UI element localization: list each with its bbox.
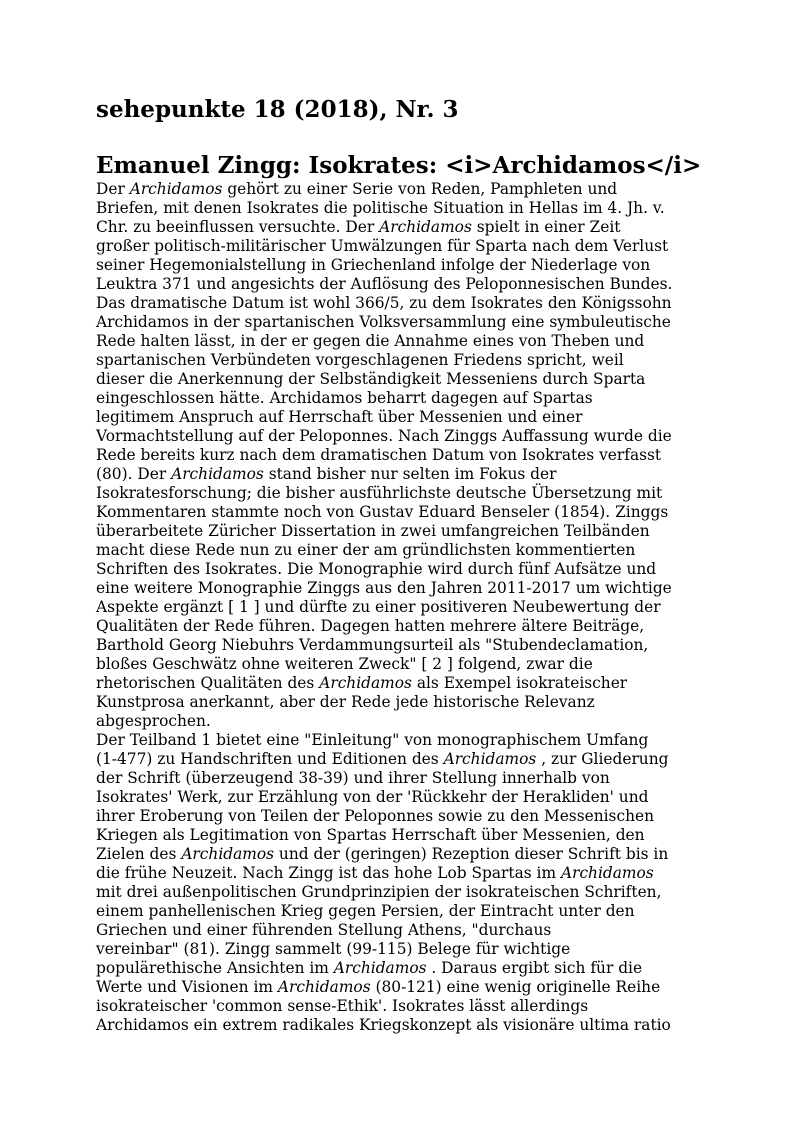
text-line: Zielen des Archidamos und der (geringen) Rezeption dieser Schrift bis in — [96, 845, 669, 863]
text-line: seiner Hegemonialstellung in Griechenland infolge der Niederlage von — [96, 256, 651, 274]
text-line: rhetorischen Qualitäten des Archidamos als Exempel isokrateischer — [96, 674, 628, 692]
text-line: großer politisch-militärischer Umwälzungen für Sparta nach dem Verlust — [96, 237, 669, 255]
text-line: Kunstprosa anerkannt, aber der Rede jede historische Relevanz — [96, 693, 595, 711]
text-line: überarbeitete Züricher Dissertation in zwei umfangreichen Teilbänden — [96, 522, 650, 540]
text-line: Rede bereits kurz nach dem dramatischen Datum von Isokrates verfasst — [96, 446, 662, 464]
text-line: spartanischen Verbündeten vorgeschlagenen Friedens spricht, weil — [96, 351, 624, 369]
text-line: Vormachtstellung auf der Peloponnes. Nach Zinggs Auffassung wurde die — [96, 427, 672, 445]
text-line: legitimem Anspruch auf Herrschaft über Messenien und einer — [96, 408, 583, 426]
text-line: Leuktra 371 und angesichts der Auflösung des Peloponnesischen Bundes. — [96, 275, 673, 293]
text-line: Rede halten lässt, in der er gegen die Annahme eines von Theben und — [96, 332, 645, 350]
review-page — [96, 96, 708, 1035]
text-line: Barthold Georg Niebuhrs Verdammungsurteil als "Stubendeclamation, — [96, 636, 649, 654]
text-line: populärethische Ansichten im Archidamos . Daraus ergibt sich für die — [96, 959, 643, 977]
text-line: vereinbar" (81). Zingg sammelt (99-115) Belege für wichtige — [96, 940, 571, 958]
review-title: Emanuel Zingg: Isokrates: <i>Archidamos</i> — [96, 152, 702, 179]
text-line: mit drei außenpolitischen Grundprinzipien der isokrateischen Schriften, — [96, 883, 662, 901]
text-line: Schriften des Isokrates. Die Monographie wird durch fünf Aufsätze und — [96, 560, 657, 578]
text-line: Briefen, mit denen Isokrates die politische Situation in Hellas im 4. Jh. v. — [96, 199, 665, 217]
text-line: einem panhellenischen Krieg gegen Persien, der Eintracht unter den — [96, 902, 635, 920]
text-line: Der Archidamos gehört zu einer Serie von Reden, Pamphleten und — [96, 180, 618, 198]
text-line: Werte und Visionen im Archidamos (80-121) eine wenig originelle Reihe — [96, 978, 661, 996]
text-line: Aspekte ergänzt [ 1 ] und dürfte zu einer positiveren Neubewertung der — [96, 598, 661, 616]
text-line: Archidamos ein extrem radikales Kriegskonzept als visionäre ultima ratio — [96, 1016, 671, 1034]
text-line: die frühe Neuzeit. Nach Zingg ist das hohe Lob Spartas im Archidamos — [96, 864, 654, 882]
text-line: Chr. zu beeinflussen versuchte. Der Archidamos spielt in einer Zeit — [96, 218, 621, 236]
text-line: Der Teilband 1 bietet eine "Einleitung" von monographischem Umfang — [96, 731, 649, 749]
journal-issue-heading: sehepunkte 18 (2018), Nr. 3 — [96, 96, 459, 123]
text-line: isokrateischer 'common sense-Ethik'. Isokrates lässt allerdings — [96, 997, 589, 1015]
text-line: Griechen und einer führenden Stellung Athens, "durchaus — [96, 921, 552, 939]
text-line: Das dramatische Datum ist wohl 366/5, zu dem Isokrates den Königssohn — [96, 294, 672, 312]
text-line: bloßes Geschwätz ohne weiteren Zweck" [ 2 ] folgend, zwar die — [96, 655, 593, 673]
paragraph-2 — [96, 731, 708, 1035]
text-line: Archidamos in der spartanischen Volksversammlung eine symbuleutische — [96, 313, 671, 331]
text-line: Qualitäten der Rede führen. Dagegen hatten mehrere ältere Beiträge, — [96, 617, 645, 635]
text-line: Isokrates' Werk, zur Erzählung von der 'Rückkehr der Herakliden' und — [96, 788, 649, 806]
text-line: der Schrift (überzeugend 38-39) und ihrer Stellung innerhalb von — [96, 769, 610, 787]
text-line: macht diese Rede nun zu einer der am gründlichsten kommentierten — [96, 541, 636, 559]
review-body — [96, 180, 708, 1035]
text-line: eine weitere Monographie Zinggs aus den Jahren 2011-2017 um wichtige — [96, 579, 672, 597]
text-line: eingeschlossen hätte. Archidamos beharrt dagegen auf Spartas — [96, 389, 593, 407]
text-line: abgesprochen. — [96, 712, 211, 730]
text-line: Isokratesforschung; die bisher ausführlichste deutsche Übersetzung mit — [96, 484, 663, 502]
text-line: (80). Der Archidamos stand bisher nur selten im Fokus der — [96, 465, 557, 483]
text-line: ihrer Eroberung von Teilen der Peloponnes sowie zu den Messenischen — [96, 807, 654, 825]
text-line: Kommentaren stammte noch von Gustav Eduard Benseler (1854). Zinggs — [96, 503, 669, 521]
paragraph-1 — [96, 180, 708, 731]
text-line: (1-477) zu Handschriften und Editionen des Archidamos , zur Gliederung — [96, 750, 669, 768]
text-line: dieser die Anerkennung der Selbständigkeit Messeniens durch Sparta — [96, 370, 646, 388]
text-line: Kriegen als Legitimation von Spartas Herrschaft über Messenien, den — [96, 826, 645, 844]
